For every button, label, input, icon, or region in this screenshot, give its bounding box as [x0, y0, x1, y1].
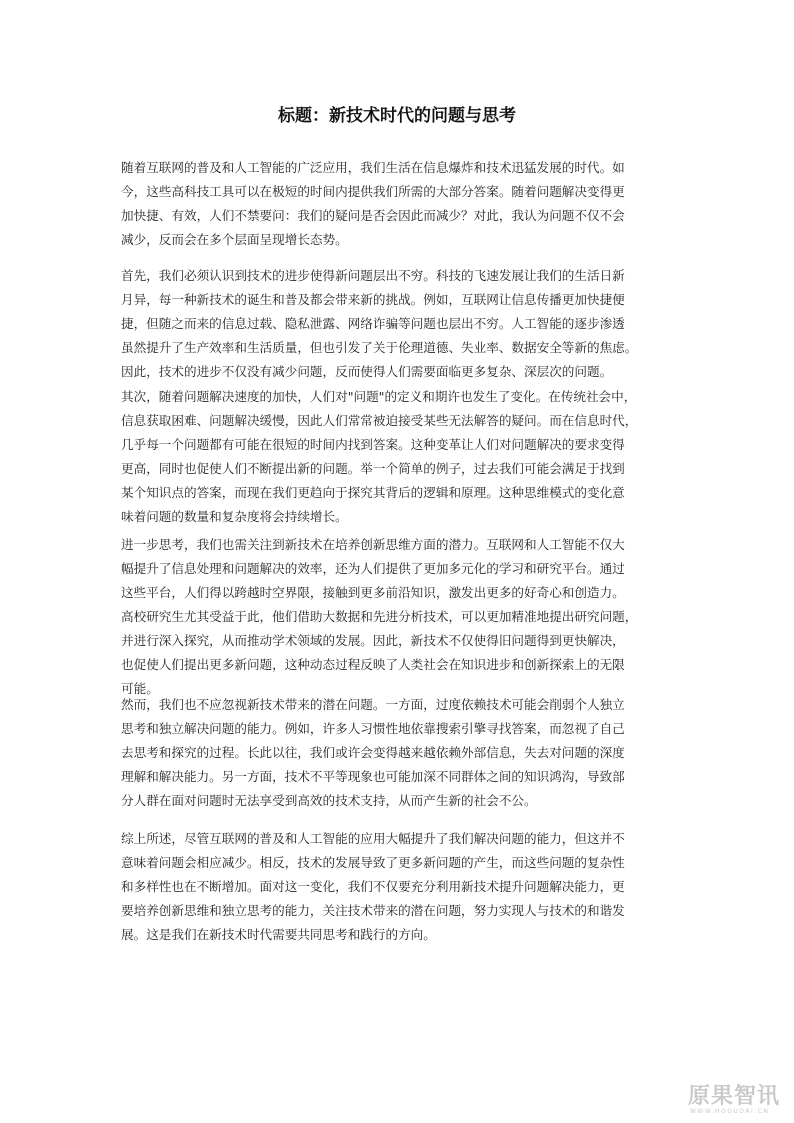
paragraph-6: [121, 827, 681, 947]
paragraph-line: 味着问题的数量和复杂度将会持续增长。: [121, 509, 348, 524]
paragraph-4: [121, 533, 681, 701]
document-title: 标题：新技术时代的问题与思考: [278, 106, 516, 126]
paragraph-line: 展。这是我们在新技术时代需要共同思考和践行的方向。: [121, 927, 436, 942]
paragraph-3: [121, 385, 681, 529]
watermark-logo: [688, 1085, 788, 1117]
paragraph-line: 这些平台，人们得以跨越时空界限，接触到更多前沿知识，激发出更多的好奇心和创造力。: [121, 585, 625, 600]
paragraph-line: 也促使人们提出更多新问题，这种动态过程反映了人类社会在知识进步和创新探索上的无限: [121, 657, 625, 672]
paragraph-line: 分人群在面对问题时无法享受到高效的技术支持，从而产生新的社会不公。: [121, 793, 537, 808]
paragraph-line: 其次，随着问题解决速度的加快，人们对"问题"的定义和期许也发生了变化。在传统社会中，: [121, 389, 637, 404]
paragraph-line: 更高，同时也促使人们不断提出新的问题。举一个简单的例子，过去我们可能会满足于找到: [121, 461, 625, 476]
paragraph-line: 要培养创新思维和独立思考的能力，关注技术带来的潜在问题，努力实现人与技术的和谐发: [121, 903, 625, 918]
paragraph-line: 首先，我们必须认识到技术的进步使得新问题层出不穷。科技的飞速发展让我们的生活日新: [121, 268, 625, 283]
paragraph-line: 加快捷、有效，人们不禁要问：我们的疑问是否会因此而减少？对此，我认为问题不仅不会: [121, 208, 625, 223]
paragraph-line: 月异，每一种新技术的诞生和普及都会带来新的挑战。例如，互联网让信息传播更加快捷便: [121, 292, 625, 307]
watermark-subtext: WWW.HOGUOAI.CN: [690, 1108, 770, 1115]
paragraph-line: 去思考和探究的过程。长此以往，我们或许会变得越来越依赖外部信息，失去对问题的深度: [121, 745, 625, 760]
paragraph-line: 减少，反而会在多个层面呈现增长态势。: [121, 232, 348, 247]
paragraph-line: 综上所述，尽管互联网的普及和人工智能的应用大幅提升了我们解决问题的能力，但这并不: [121, 831, 625, 846]
paragraph-line: 和多样性也在不断增加。面对这一变化，我们不仅要充分利用新技术提升问题解决能力，更: [121, 879, 625, 894]
paragraph-line: 随着互联网的普及和人工智能的广泛应用，我们生活在信息爆炸和技术迅猛发展的时代。如: [121, 160, 625, 175]
paragraph-line: 今，这些高科技工具可以在极短的时间内提供我们所需的大部分答案。随着问题解决变得更: [121, 184, 625, 199]
paragraph-line: 某个知识点的答案，而现在我们更趋向于探究其背后的逻辑和原理。这种思维模式的变化意: [121, 485, 625, 500]
paragraph-line: 进一步思考，我们也需关注到新技术在培养创新思维方面的潜力。互联网和人工智能不仅大: [121, 537, 625, 552]
paragraph-1: [121, 156, 681, 252]
paragraph-line: 可能。: [121, 681, 159, 696]
paragraph-2: [121, 264, 681, 384]
paragraph-line: 理解和解决能力。另一方面，技术不平等现象也可能加深不同群体之间的知识鸿沟，导致部: [121, 769, 625, 784]
paragraph-line: 信息获取困难、问题解决缓慢，因此人们常常被迫接受某些无法解答的疑问。而在信息时代，: [121, 413, 638, 428]
paragraph-line: 虽然提升了生产效率和生活质量，但也引发了关于伦理道德、失业率、数据安全等新的焦虑。: [121, 340, 638, 355]
paragraph-line: 思考和独立解决问题的能力。例如，许多人习惯性地依靠搜索引擎寻找答案，而忽视了自己: [121, 721, 625, 736]
paragraph-line: 高校研究生尤其受益于此，他们借助大数据和先进分析技术，可以更加精准地提出研究问题，: [121, 609, 638, 624]
paragraph-5: [121, 693, 681, 813]
watermark-text: 原果智讯: [688, 1084, 781, 1109]
paragraph-line: 捷，但随之而来的信息过载、隐私泄露、网络诈骗等问题也层出不穷。人工智能的逐步渗透: [121, 316, 625, 331]
paragraph-line: 意味着问题会相应减少。相反，技术的发展导致了更多新问题的产生，而这些问题的复杂性: [121, 855, 625, 870]
paragraph-line: 幅提升了信息处理和问题解决的效率，还为人们提供了更加多元化的学习和研究平台。通过: [121, 561, 625, 576]
paragraph-line: 几乎每一个问题都有可能在很短的时间内找到答案。这种变革让人们对问题解决的要求变得: [121, 437, 625, 452]
paragraph-line: 并进行深入探究，从而推动学术领域的发展。因此，新技术不仅使得旧问题得到更快解决，: [121, 633, 625, 648]
paragraph-line: 因此，技术的进步不仅没有减少问题，反而使得人们需要面临更多复杂、深层次的问题。: [121, 364, 613, 379]
paragraph-line: 然而，我们也不应忽视新技术带来的潜在问题。一方面，过度依赖技术可能会削弱个人独立: [121, 697, 625, 712]
